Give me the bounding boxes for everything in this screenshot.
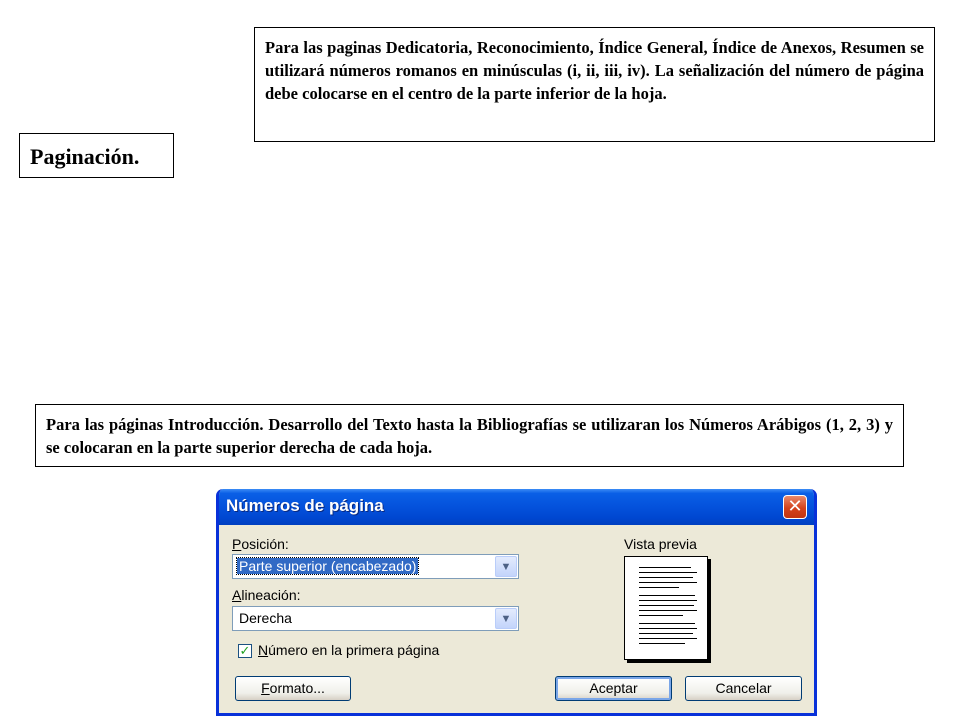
preview-label: Vista previa	[624, 536, 697, 552]
cancel-button[interactable]: Cancelar	[685, 676, 802, 701]
checkmark-icon: ✓	[239, 643, 251, 658]
alignment-label: Alineación:	[232, 587, 301, 603]
format-button[interactable]: Formato...	[235, 676, 351, 701]
arabic-numeral-note	[35, 404, 904, 467]
first-page-number-label[interactable]: Número en la primera página	[258, 642, 440, 658]
preview-line	[639, 623, 695, 624]
preview-line	[639, 595, 695, 596]
arabic-numeral-note-text: Para las páginas Introducción. Desarrollo del Texto hasta la Bibliografías se utilizaran los Números Arábigos (1, 2, 3) y se colocaran en la parte superior derecha de cada hoja.	[46, 415, 893, 457]
preview-line	[639, 643, 685, 644]
dialog-titlebar[interactable]	[216, 489, 817, 525]
preview-line	[639, 577, 693, 578]
position-select-value: Parte superior (encabezado)	[239, 558, 417, 574]
page-number-marker	[707, 632, 710, 635]
accept-button[interactable]: Aceptar	[555, 676, 672, 701]
preview-line	[639, 572, 697, 573]
page-preview	[624, 556, 708, 660]
roman-numeral-note	[254, 27, 935, 142]
close-icon: ✕	[787, 496, 803, 516]
position-label: Posición:	[232, 536, 289, 552]
chevron-down-icon[interactable]: ▼	[495, 608, 517, 629]
preview-line	[639, 567, 691, 568]
page-title-text: Paginación.	[30, 144, 140, 169]
position-select[interactable]	[232, 554, 519, 579]
page-title	[19, 133, 174, 178]
page-numbers-dialog	[216, 489, 817, 716]
alignment-select[interactable]	[232, 606, 519, 631]
first-page-number-checkbox[interactable]	[238, 644, 252, 658]
alignment-select-value: Derecha	[239, 610, 292, 626]
close-button[interactable]	[783, 495, 807, 519]
chevron-down-icon[interactable]: ▼	[495, 556, 517, 577]
roman-numeral-note-text: Para las paginas Dedicatoria, Reconocimiento, Índice General, Índice de Anexos, Resumen se utilizará números romanos en minúsculas (i, ii, iii, iv). La señalización del número de página debe colocarse en el centro de la parte inferior de la hoja.	[265, 38, 924, 103]
preview-line	[639, 600, 697, 601]
preview-line	[639, 587, 679, 588]
dialog-title: Números de página	[226, 496, 384, 515]
preview-line	[639, 628, 697, 629]
preview-line	[639, 610, 697, 611]
preview-line	[639, 615, 683, 616]
preview-line	[639, 582, 697, 583]
preview-line	[639, 605, 694, 606]
preview-line	[639, 638, 697, 639]
preview-line	[639, 633, 693, 634]
